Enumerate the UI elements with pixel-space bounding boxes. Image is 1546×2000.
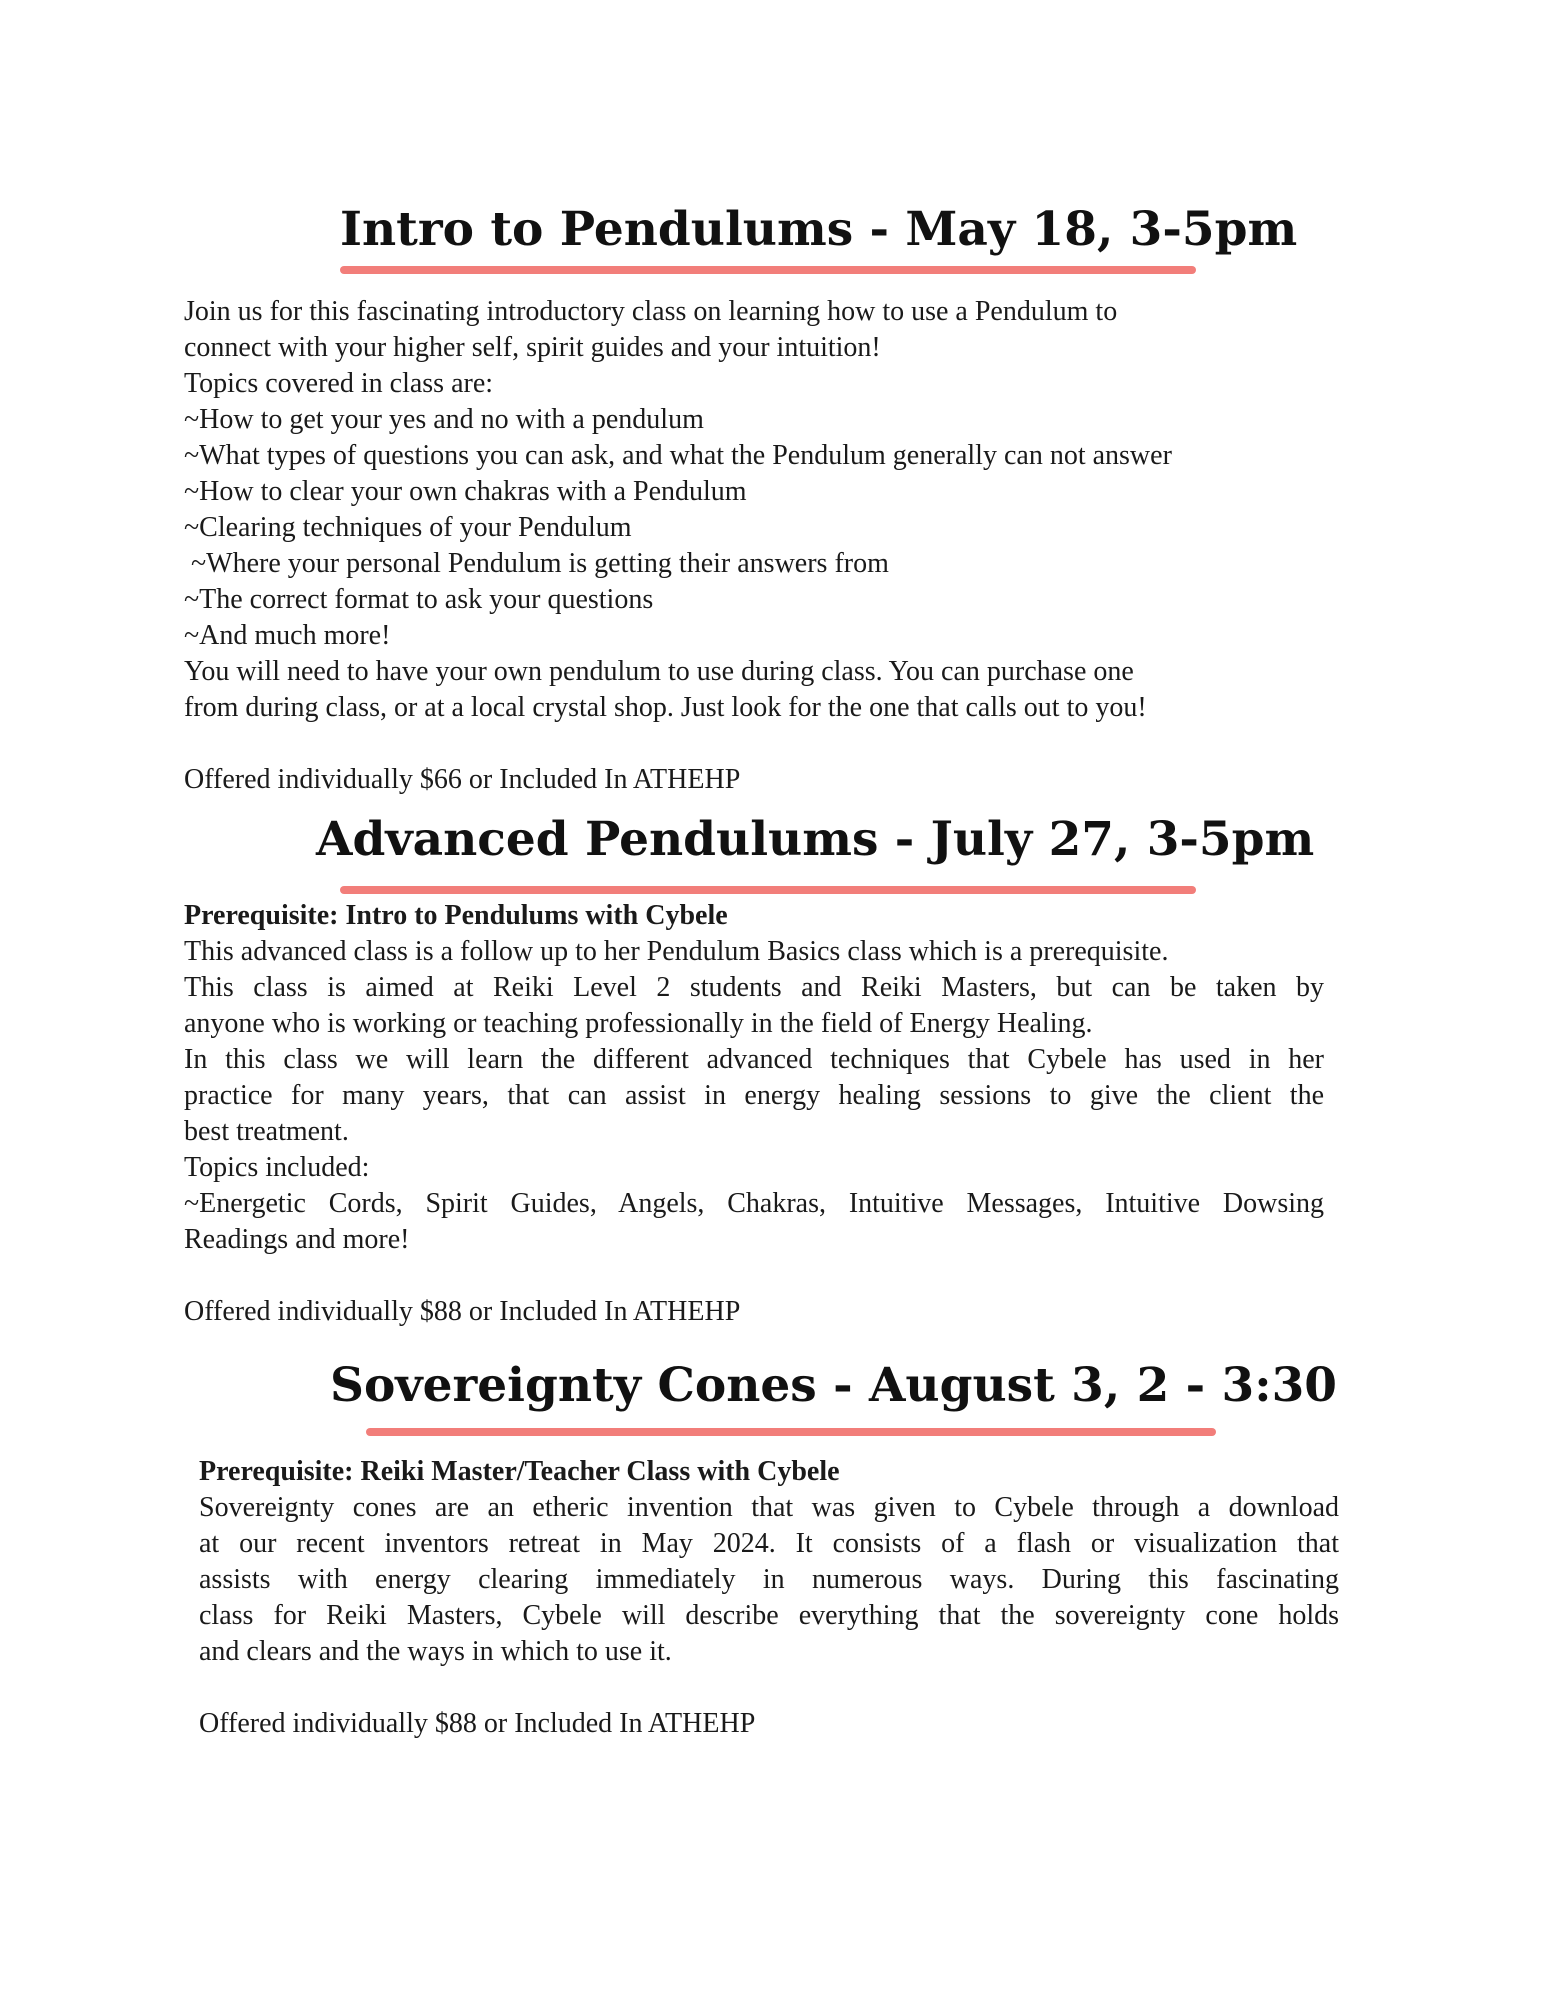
topic-item: ~What types of questions you can ask, and what the Pendulum generally can not answer: [184, 440, 1172, 471]
topic-item: ~And much more!: [184, 620, 391, 651]
section-title-intro-pendulums: Intro to Pendulums - May 18, 3-5pm: [340, 202, 1298, 257]
body-line: Sovereignty cones are an etheric invention that was given to Cybele through a download: [199, 1492, 1339, 1523]
body-line: best treatment.: [184, 1116, 349, 1147]
description-line: Topics covered in class are:: [184, 368, 494, 399]
body-line: Topics included:: [184, 1152, 370, 1183]
spacer: [199, 1670, 1339, 1706]
section-title-advanced-pendulums: Advanced Pendulums - July 27, 3-5pm: [316, 812, 1315, 867]
topic-item: ~Clearing techniques of your Pendulum: [184, 512, 632, 543]
topic-item: ~How to clear your own chakras with a Pendulum: [184, 476, 747, 507]
sovereignty-cones-body: [199, 1454, 1339, 1742]
description-line: connect with your higher self, spirit guides and your intuition!: [184, 332, 881, 363]
title-underline: [340, 886, 1196, 894]
body-line: and clears and the ways in which to use it.: [199, 1636, 672, 1667]
body-line: This advanced class is a follow up to her Pendulum Basics class which is a prerequisite.: [184, 936, 1169, 967]
body-line: at our recent inventors retreat in May 2024. It consists of a flash or visualization that: [199, 1528, 1339, 1559]
prerequisite: Prerequisite: Intro to Pendulums with Cybele: [184, 900, 728, 931]
description-line: Join us for this fascinating introductory class on learning how to use a Pendulum to: [184, 296, 1118, 327]
prerequisite: Prerequisite: Reiki Master/Teacher Class with Cybele: [199, 1456, 840, 1487]
body-line: practice for many years, that can assist in energy healing sessions to give the client the: [184, 1080, 1324, 1111]
body-line: This class is aimed at Reiki Level 2 students and Reiki Masters, but can be taken by: [184, 972, 1324, 1003]
body-line: In this class we will learn the different advanced techniques that Cybele has used in her: [184, 1044, 1324, 1075]
body-line: anyone who is working or teaching professionally in the field of Energy Healing.: [184, 1008, 1093, 1039]
body-line: class for Reiki Masters, Cybele will describe everything that the sovereignty cone holds: [199, 1600, 1339, 1631]
body-line: assists with energy clearing immediately in numerous ways. During this fascinating: [199, 1564, 1339, 1595]
topic-item: ~Where your personal Pendulum is getting their answers from: [184, 548, 889, 579]
intro-pendulums-body: [184, 294, 1324, 798]
price-line: Offered individually $88 or Included In ATHEHP: [184, 1296, 741, 1327]
note-line: You will need to have your own pendulum to use during class. You can purchase one: [184, 656, 1134, 687]
advanced-pendulums-body: [184, 898, 1324, 1330]
topic-item: ~The correct format to ask your questions: [184, 584, 654, 615]
spacer: [184, 1258, 1324, 1294]
title-underline: [340, 266, 1196, 274]
price-line: Offered individually $66 or Included In ATHEHP: [184, 764, 741, 795]
note-line: from during class, or at a local crystal shop. Just look for the one that calls out to you!: [184, 692, 1147, 723]
spacer: [184, 726, 1324, 762]
section-title-sovereignty-cones: Sovereignty Cones - August 3, 2 - 3:30: [330, 1358, 1337, 1413]
topic-item: ~How to get your yes and no with a pendulum: [184, 404, 704, 435]
title-underline: [366, 1428, 1216, 1436]
price-line: Offered individually $88 or Included In ATHEHP: [199, 1708, 756, 1739]
body-line: ~Energetic Cords, Spirit Guides, Angels, Chakras, Intuitive Messages, Intuitive Dowsing: [184, 1188, 1324, 1219]
body-line: Readings and more!: [184, 1224, 410, 1255]
